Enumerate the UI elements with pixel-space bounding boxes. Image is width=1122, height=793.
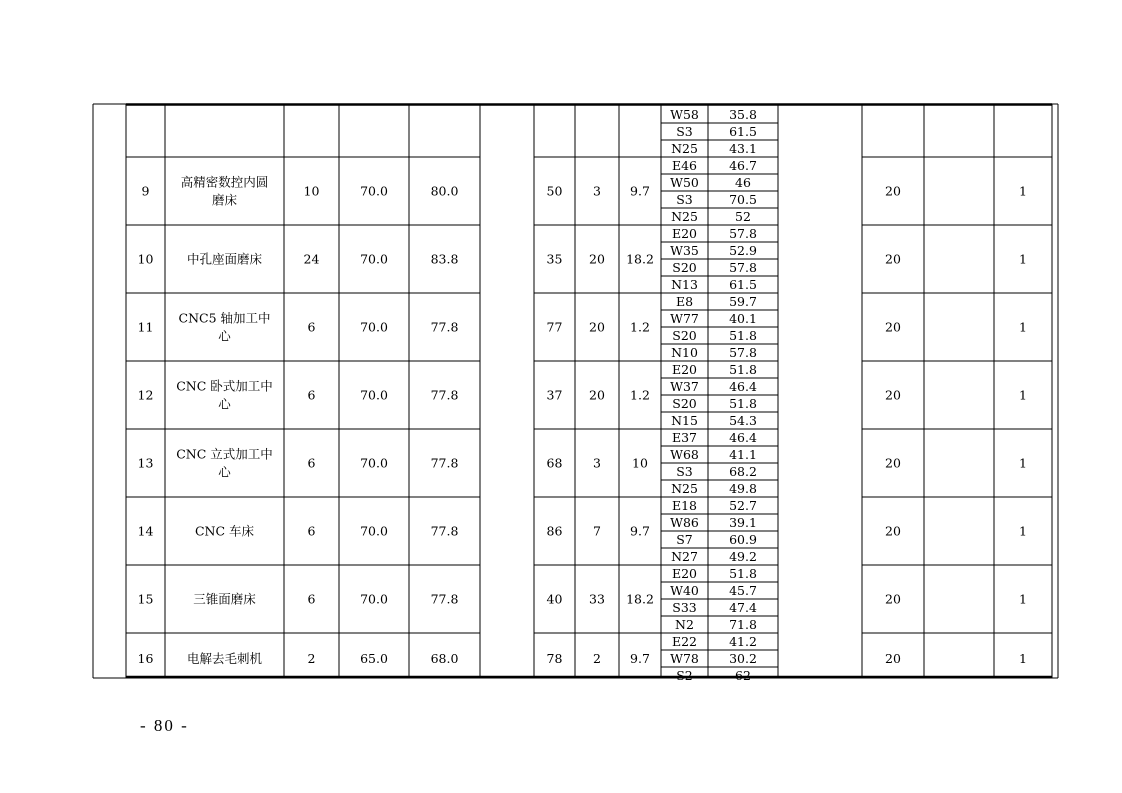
reduction-cell: 20 (885, 455, 901, 471)
reduction-cell: 20 (885, 523, 901, 539)
value-cell: 46.4 (729, 430, 757, 445)
value-cell: 71.8 (729, 617, 757, 632)
direction-cell: S20 (672, 260, 697, 275)
count-cell: 1 (1019, 523, 1027, 539)
distance-c-cell: 9.7 (630, 523, 650, 539)
direction-cell: N2 (675, 617, 694, 632)
distance-c-cell: 9.7 (630, 651, 650, 666)
distance-b-cell: 20 (589, 251, 605, 267)
quantity-cell: 6 (307, 319, 316, 335)
value-cell: 51.8 (729, 328, 757, 343)
equipment-name: CNC 卧式加工中 (176, 378, 273, 394)
row-number: 10 (137, 251, 154, 267)
distance-a-cell: 86 (546, 523, 563, 539)
value-cell: 52 (735, 209, 751, 224)
noise-source-cell: 70.0 (360, 455, 388, 471)
distance-b-cell: 33 (589, 591, 605, 607)
direction-cell: S20 (672, 396, 697, 411)
quantity-cell: 24 (303, 251, 320, 267)
row-number: 13 (137, 455, 154, 471)
noise-total-cell: 68.0 (430, 651, 459, 666)
distance-c-cell: 18.2 (626, 591, 654, 607)
count-cell: 1 (1019, 251, 1027, 267)
value-cell: 51.8 (729, 566, 757, 581)
noise-source-cell: 70.0 (360, 523, 388, 539)
distance-c-cell: 10 (632, 455, 648, 471)
direction-cell: E46 (671, 158, 698, 173)
value-cell: 39.1 (729, 515, 757, 530)
equipment-name: 电解去毛刺机 (186, 651, 263, 666)
direction-cell: E20 (671, 226, 698, 241)
quantity-cell: 6 (307, 455, 316, 471)
distance-a-cell: 77 (546, 319, 563, 335)
distance-c-cell: 18.2 (626, 251, 654, 267)
distance-c-cell: 1.2 (630, 319, 650, 335)
noise-source-cell: 70.0 (360, 251, 388, 267)
noise-total-cell: 83.8 (430, 251, 459, 267)
value-cell: 68.2 (729, 464, 757, 479)
value-cell: 62 (735, 668, 751, 683)
value-cell: 61.5 (729, 124, 757, 139)
noise-source-cell: 70.0 (360, 387, 388, 403)
reduction-cell: 20 (885, 591, 901, 607)
reduction-cell: 20 (885, 183, 901, 199)
direction-cell: S7 (676, 532, 693, 547)
direction-cell: E22 (671, 634, 698, 649)
count-cell: 1 (1019, 455, 1027, 471)
direction-cell: E8 (675, 294, 694, 309)
direction-cell: W86 (670, 515, 699, 530)
direction-cell: W40 (670, 583, 699, 598)
value-cell: 49.8 (729, 481, 757, 496)
equipment-name: 三锥面磨床 (193, 591, 256, 607)
value-cell: 46.4 (729, 379, 757, 394)
row-number: 16 (137, 651, 154, 666)
equipment-name: 心 (218, 328, 231, 344)
distance-b-cell: 3 (593, 183, 601, 199)
equipment-name: 高精密数控内圆 (180, 174, 269, 190)
row-number: 12 (137, 387, 154, 403)
direction-cell: S3 (676, 464, 693, 479)
distance-a-cell: 35 (546, 251, 563, 267)
direction-cell: S3 (676, 192, 693, 207)
value-cell: 52.7 (729, 498, 757, 513)
direction-cell: S20 (672, 328, 697, 343)
direction-cell: W58 (670, 107, 699, 122)
quantity-cell: 6 (307, 591, 316, 607)
row-number: 9 (141, 183, 150, 199)
noise-source-cell: 70.0 (360, 319, 388, 335)
distance-a-cell: 68 (546, 455, 563, 471)
count-cell: 1 (1019, 651, 1027, 666)
value-cell: 49.2 (729, 549, 757, 564)
direction-cell: N25 (671, 481, 698, 496)
reduction-cell: 20 (885, 319, 901, 335)
equipment-name: 心 (218, 396, 231, 412)
quantity-cell: 6 (307, 387, 316, 403)
count-cell: 1 (1019, 387, 1027, 403)
equipment-name: 中孔座面磨床 (186, 251, 263, 267)
noise-source-cell: 65.0 (360, 651, 388, 666)
quantity-cell: 2 (307, 651, 316, 666)
direction-cell: W78 (670, 651, 699, 666)
noise-total-cell: 77.8 (430, 591, 459, 607)
direction-cell: W68 (670, 447, 699, 462)
equipment-name: 心 (218, 464, 231, 480)
value-cell: 46 (735, 175, 751, 190)
direction-cell: E20 (671, 362, 698, 377)
value-cell: 47.4 (729, 600, 757, 615)
value-cell: 61.5 (729, 277, 757, 292)
noise-total-cell: 77.8 (430, 319, 459, 335)
direction-cell: W37 (670, 379, 699, 394)
value-cell: 51.8 (729, 396, 757, 411)
value-cell: 45.7 (729, 583, 757, 598)
equipment-name: CNC5 轴加工中 (178, 310, 271, 326)
equipment-name: 磨床 (211, 192, 238, 208)
direction-cell: N10 (671, 345, 698, 360)
distance-b-cell: 20 (589, 319, 605, 335)
direction-cell: N25 (671, 141, 698, 156)
equipment-name: CNC 立式加工中 (176, 446, 273, 462)
row-number: 14 (137, 523, 154, 539)
distance-a-cell: 78 (546, 651, 563, 666)
page-number: - 80 - (140, 716, 189, 735)
direction-cell: N27 (671, 549, 698, 564)
count-cell: 1 (1019, 591, 1027, 607)
noise-source-cell: 70.0 (360, 183, 388, 199)
value-cell: 70.5 (729, 192, 757, 207)
distance-c-cell: 1.2 (630, 387, 650, 403)
direction-cell: S33 (672, 600, 697, 615)
direction-cell: E18 (671, 498, 698, 513)
noise-total-cell: 77.8 (430, 523, 459, 539)
direction-cell: W35 (670, 243, 699, 258)
direction-cell: N15 (671, 413, 698, 428)
count-cell: 1 (1019, 319, 1027, 335)
direction-cell: W50 (670, 175, 699, 190)
noise-source-cell: 70.0 (360, 591, 388, 607)
noise-total-cell: 77.8 (430, 455, 459, 471)
value-cell: 54.3 (729, 413, 757, 428)
value-cell: 57.8 (729, 345, 757, 360)
distance-a-cell: 40 (546, 591, 563, 607)
direction-cell: W77 (670, 311, 699, 326)
row-number: 15 (137, 591, 154, 607)
value-cell: 52.9 (729, 243, 757, 258)
value-cell: 40.1 (729, 311, 757, 326)
reduction-cell: 20 (885, 251, 901, 267)
count-cell: 1 (1019, 183, 1027, 199)
value-cell: 30.2 (729, 651, 757, 666)
direction-cell: E20 (671, 566, 698, 581)
distance-b-cell: 20 (589, 387, 605, 403)
value-cell: 35.8 (729, 107, 757, 122)
value-cell: 41.1 (729, 447, 757, 462)
direction-cell: S2 (676, 668, 693, 683)
direction-cell: N13 (671, 277, 698, 292)
equipment-name: CNC 车床 (194, 523, 255, 539)
value-cell: 57.8 (729, 260, 757, 275)
noise-total-cell: 80.0 (430, 183, 459, 199)
value-cell: 41.2 (729, 634, 757, 649)
reduction-cell: 20 (885, 651, 901, 666)
value-cell: 46.7 (729, 158, 757, 173)
direction-cell: E37 (671, 430, 698, 445)
distance-b-cell: 2 (593, 651, 601, 666)
reduction-cell: 20 (885, 387, 901, 403)
distance-b-cell: 7 (593, 523, 601, 539)
distance-a-cell: 37 (546, 387, 563, 403)
quantity-cell: 6 (307, 523, 316, 539)
quantity-cell: 10 (303, 183, 320, 199)
value-cell: 59.7 (729, 294, 757, 309)
value-cell: 43.1 (729, 141, 757, 156)
value-cell: 57.8 (729, 226, 757, 241)
distance-b-cell: 3 (593, 455, 601, 471)
noise-total-cell: 77.8 (430, 387, 459, 403)
distance-a-cell: 50 (546, 183, 563, 199)
direction-cell: N25 (671, 209, 698, 224)
direction-cell: S3 (676, 124, 693, 139)
distance-c-cell: 9.7 (630, 183, 650, 199)
value-cell: 60.9 (729, 532, 757, 547)
value-cell: 51.8 (729, 362, 757, 377)
row-number: 11 (137, 319, 154, 335)
